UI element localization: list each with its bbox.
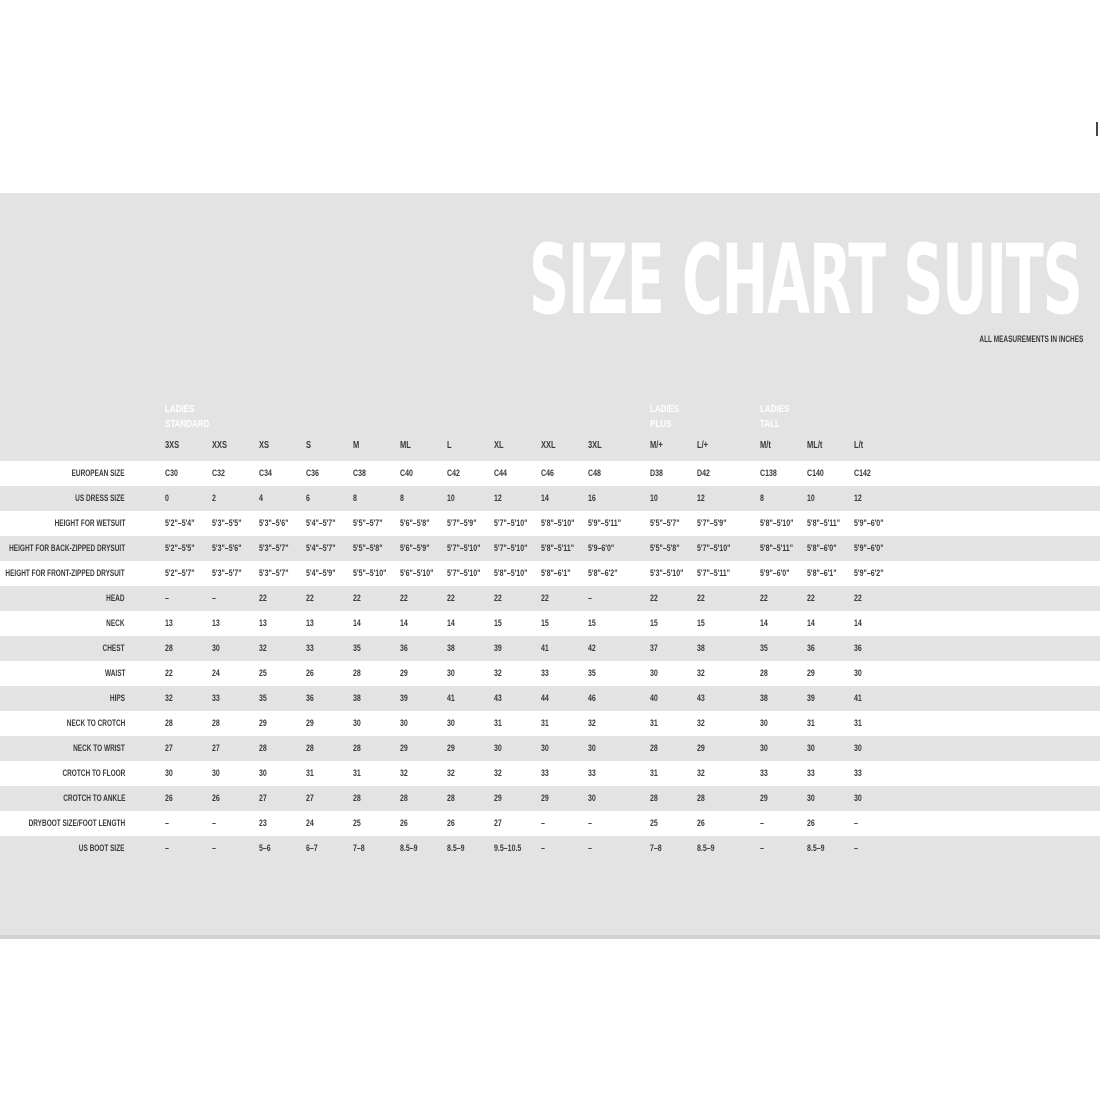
table-cell: 31 xyxy=(541,718,549,728)
table-cell: 22 xyxy=(259,593,267,603)
table-cell: 28 xyxy=(650,743,658,753)
table-cell: 5'5"–5'10" xyxy=(353,568,387,578)
table-cell: 13 xyxy=(259,618,267,628)
table-cell: 22 xyxy=(306,593,314,603)
table-cell: 30 xyxy=(854,793,862,803)
row-label: NECK xyxy=(106,618,125,628)
size-column-header: ML xyxy=(400,440,411,451)
table-cell: 39 xyxy=(400,693,408,703)
table-cell: 33 xyxy=(541,768,549,778)
table-cell: 32 xyxy=(165,693,173,703)
table-cell: 36 xyxy=(807,643,815,653)
table-cell: C30 xyxy=(165,468,178,478)
table-row xyxy=(0,486,1100,511)
table-cell: 14 xyxy=(353,618,361,628)
table-cell: 33 xyxy=(760,768,768,778)
table-cell: 22 xyxy=(697,593,705,603)
table-cell: 22 xyxy=(854,593,862,603)
table-cell: – xyxy=(854,843,858,853)
table-cell: – xyxy=(854,818,858,828)
table-cell: 22 xyxy=(165,668,173,678)
table-cell: 31 xyxy=(494,718,502,728)
table-cell: 13 xyxy=(212,618,220,628)
table-cell: 31 xyxy=(650,718,658,728)
table-cell: 5'4"–5'7" xyxy=(306,543,336,553)
table-cell: 5'8"–5'10" xyxy=(541,518,575,528)
table-cell: 42 xyxy=(588,643,596,653)
table-cell: 5'3"–5'5" xyxy=(212,518,242,528)
table-cell: 5'7"–5'10" xyxy=(494,543,528,553)
size-column-header: XXS xyxy=(212,440,228,451)
table-cell: 29 xyxy=(259,718,267,728)
table-cell: 10 xyxy=(807,493,815,503)
group-label-line: TALL xyxy=(760,419,780,430)
table-row xyxy=(0,661,1100,686)
table-cell: 5'8"–6'0" xyxy=(807,543,837,553)
table-cell: 31 xyxy=(650,768,658,778)
table-row xyxy=(0,536,1100,561)
table-cell: – xyxy=(212,593,216,603)
table-row xyxy=(0,636,1100,661)
table-cell: 24 xyxy=(306,818,314,828)
table-row xyxy=(0,561,1100,586)
table-cell: 33 xyxy=(212,693,220,703)
size-column-header: S xyxy=(306,440,312,451)
table-cell: 5'7"–5'9" xyxy=(447,518,477,528)
table-cell: 23 xyxy=(259,818,267,828)
table-cell: 22 xyxy=(541,593,549,603)
size-column-header: ML/t xyxy=(807,440,823,451)
table-cell: 30 xyxy=(854,743,862,753)
table-cell: 5'3"–5'6" xyxy=(259,518,289,528)
table-cell: 13 xyxy=(165,618,173,628)
table-cell: 32 xyxy=(494,768,502,778)
table-cell: 5'8"–5'11" xyxy=(807,518,841,528)
table-cell: 27 xyxy=(306,793,314,803)
table-cell: 38 xyxy=(760,693,768,703)
table-cell: C34 xyxy=(259,468,272,478)
table-cell: 5'3"–5'7" xyxy=(259,543,289,553)
table-cell: 27 xyxy=(494,818,502,828)
table-cell: 5'7"–5'10" xyxy=(494,518,528,528)
table-cell: 28 xyxy=(697,793,705,803)
table-cell: 30 xyxy=(447,718,455,728)
table-cell: 40 xyxy=(650,693,658,703)
table-cell: 32 xyxy=(697,718,705,728)
table-cell: 31 xyxy=(306,768,314,778)
table-cell: 26 xyxy=(165,793,173,803)
group-label-line: PLUS xyxy=(650,419,672,430)
table-cell: 5–6 xyxy=(259,843,271,853)
row-label: EUROPEAN SIZE xyxy=(72,468,125,478)
table-cell: 33 xyxy=(588,768,596,778)
table-cell: 28 xyxy=(212,718,220,728)
size-column-header: L/t xyxy=(854,440,864,451)
table-cell: – xyxy=(212,818,216,828)
table-cell: 5'6"–5'10" xyxy=(400,568,434,578)
table-cell: D42 xyxy=(697,468,710,478)
table-cell: 30 xyxy=(588,793,596,803)
row-label: DRYBOOT SIZE/FOOT LENGTH xyxy=(28,818,125,828)
table-cell: 28 xyxy=(650,793,658,803)
table-row xyxy=(0,811,1100,836)
table-cell: C44 xyxy=(494,468,507,478)
row-label: HEIGHT FOR BACK-ZIPPED DRYSUIT xyxy=(8,543,125,553)
table-cell: 35 xyxy=(353,643,361,653)
table-cell: – xyxy=(165,593,169,603)
table-cell: – xyxy=(541,843,545,853)
table-cell: 5'5"–5'7" xyxy=(353,518,383,528)
table-cell: 30 xyxy=(760,718,768,728)
table-cell: 38 xyxy=(447,643,455,653)
table-cell: 28 xyxy=(353,793,361,803)
table-cell: 14 xyxy=(807,618,815,628)
table-cell: – xyxy=(588,818,592,828)
table-cell: 35 xyxy=(760,643,768,653)
group-label-line: STANDARD xyxy=(165,419,210,430)
group-label-line: LADIES xyxy=(650,404,680,415)
table-cell: 32 xyxy=(400,768,408,778)
table-cell: 29 xyxy=(400,668,408,678)
table-cell: 22 xyxy=(494,593,502,603)
table-cell: 0 xyxy=(165,493,169,503)
table-cell: 43 xyxy=(697,693,705,703)
table-cell: 22 xyxy=(807,593,815,603)
table-cell: C42 xyxy=(447,468,460,478)
table-cell: 30 xyxy=(165,768,173,778)
table-cell: 26 xyxy=(400,818,408,828)
table-cell: 33 xyxy=(854,768,862,778)
row-label: CROTCH TO FLOOR xyxy=(62,768,125,778)
size-column-header: 3XS xyxy=(165,440,180,451)
table-cell: 8 xyxy=(760,493,764,503)
table-row xyxy=(0,611,1100,636)
table-cell: C142 xyxy=(854,468,871,478)
row-label: US DRESS SIZE xyxy=(75,493,125,503)
table-cell: 12 xyxy=(494,493,502,503)
table-cell: 5'9"–6'0" xyxy=(854,543,884,553)
table-cell: 29 xyxy=(306,718,314,728)
table-cell: 22 xyxy=(447,593,455,603)
table-cell: – xyxy=(588,843,592,853)
table-cell: 5'6"–5'8" xyxy=(400,518,430,528)
table-cell: 16 xyxy=(588,493,596,503)
table-cell: 12 xyxy=(854,493,862,503)
table-cell: 36 xyxy=(306,693,314,703)
table-cell: 5'7"–5'9" xyxy=(697,518,727,528)
table-cell: 5'8"–5'10" xyxy=(494,568,528,578)
table-cell: C46 xyxy=(541,468,554,478)
table-cell: 15 xyxy=(494,618,502,628)
table-cell: 5'3"–5'7" xyxy=(259,568,289,578)
table-cell: 30 xyxy=(760,743,768,753)
row-label: NECK TO WRIST xyxy=(73,743,125,753)
table-cell: 32 xyxy=(447,768,455,778)
table-cell: 30 xyxy=(807,793,815,803)
table-cell: 31 xyxy=(353,768,361,778)
table-cell: 9.5–10.5 xyxy=(494,843,522,853)
table-cell: 5'2"–5'4" xyxy=(165,518,195,528)
table-cell: 30 xyxy=(259,768,267,778)
table-row xyxy=(0,736,1100,761)
table-cell: 5'4"–5'7" xyxy=(306,518,336,528)
table-cell: 5'8"–6'1" xyxy=(541,568,571,578)
table-cell: 27 xyxy=(259,793,267,803)
size-column-header: L xyxy=(447,440,452,451)
table-cell: 22 xyxy=(650,593,658,603)
table-cell: 15 xyxy=(697,618,705,628)
table-cell: 27 xyxy=(165,743,173,753)
table-cell: – xyxy=(541,818,545,828)
table-cell: 6–7 xyxy=(306,843,318,853)
table-cell: D38 xyxy=(650,468,663,478)
table-cell: 36 xyxy=(400,643,408,653)
table-cell: 10 xyxy=(650,493,658,503)
table-cell: 5'8"–5'10" xyxy=(760,518,794,528)
group-label-ladies-standard xyxy=(165,402,209,432)
table-cell: 5'4"–5'9" xyxy=(306,568,336,578)
table-cell: 30 xyxy=(212,768,220,778)
row-label: CHEST xyxy=(103,643,125,653)
table-cell: 35 xyxy=(259,693,267,703)
table-row xyxy=(0,586,1100,611)
table-cell: 8.5–9 xyxy=(807,843,825,853)
size-column-header: L/+ xyxy=(697,440,709,451)
table-cell: 29 xyxy=(400,743,408,753)
table-cell: C138 xyxy=(760,468,777,478)
table-row xyxy=(0,711,1100,736)
table-cell: 8.5–9 xyxy=(400,843,418,853)
table-cell: 35 xyxy=(588,668,596,678)
table-cell: 5'9"–6'0" xyxy=(760,568,790,578)
row-label: HEIGHT FOR FRONT-ZIPPED DRYSUIT xyxy=(5,568,125,578)
table-cell: 32 xyxy=(697,768,705,778)
table-cell: 38 xyxy=(697,643,705,653)
size-column-header: M xyxy=(353,440,360,451)
table-cell: 41 xyxy=(854,693,862,703)
table-cell: 28 xyxy=(353,668,361,678)
table-cell: 5'9"–5'11" xyxy=(588,518,622,528)
table-cell: 4 xyxy=(259,493,263,503)
table-cell: 29 xyxy=(541,793,549,803)
table-cell: 30 xyxy=(854,668,862,678)
table-cell: 15 xyxy=(588,618,596,628)
table-cell: 28 xyxy=(400,793,408,803)
table-cell: C48 xyxy=(588,468,601,478)
table-row xyxy=(0,686,1100,711)
table-cell: 28 xyxy=(165,718,173,728)
table-cell: 28 xyxy=(259,743,267,753)
table-row xyxy=(0,836,1100,861)
table-cell: 39 xyxy=(494,643,502,653)
table-cell: 5'8"–6'1" xyxy=(807,568,837,578)
row-label: HEIGHT FOR WETSUIT xyxy=(54,518,125,528)
table-cell: – xyxy=(760,818,764,828)
table-cell: 25 xyxy=(353,818,361,828)
table-cell: C32 xyxy=(212,468,225,478)
table-cell: – xyxy=(760,843,764,853)
table-cell: 5'2"–5'7" xyxy=(165,568,195,578)
row-label: HIPS xyxy=(109,693,125,703)
table-cell: 8 xyxy=(353,493,357,503)
measurement-note: ALL MEASUREMENTS IN INCHES xyxy=(979,334,1083,344)
table-cell: 14 xyxy=(447,618,455,628)
row-label: CROTCH TO ANKLE xyxy=(62,793,125,803)
table-row xyxy=(0,761,1100,786)
page-title: SIZE CHART SUITS xyxy=(529,224,1082,336)
table-cell: 29 xyxy=(494,793,502,803)
table-cell: 46 xyxy=(588,693,596,703)
table-cell: 30 xyxy=(212,643,220,653)
table-cell: 30 xyxy=(541,743,549,753)
table-cell: 5'7"–5'11" xyxy=(697,568,731,578)
table-row xyxy=(0,461,1100,486)
table-cell: 6 xyxy=(306,493,310,503)
table-cell: 30 xyxy=(400,718,408,728)
table-cell: 24 xyxy=(212,668,220,678)
table-cell: 36 xyxy=(854,643,862,653)
table-cell: 8.5–9 xyxy=(447,843,465,853)
table-cell: 29 xyxy=(697,743,705,753)
table-cell: 5'5"–5'7" xyxy=(650,518,680,528)
table-cell: 12 xyxy=(697,493,705,503)
table-cell: 32 xyxy=(697,668,705,678)
table-cell: 39 xyxy=(807,693,815,703)
table-cell: 25 xyxy=(259,668,267,678)
table-cell: 28 xyxy=(447,793,455,803)
table-cell: 26 xyxy=(447,818,455,828)
row-label: HEAD xyxy=(106,593,125,603)
table-cell: 7–8 xyxy=(353,843,365,853)
size-column-header: M/t xyxy=(760,440,771,451)
table-cell: 43 xyxy=(494,693,502,703)
table-cell: 26 xyxy=(697,818,705,828)
table-cell: 29 xyxy=(760,793,768,803)
table-cell: 31 xyxy=(807,718,815,728)
table-cell: 5'9"–6'0" xyxy=(854,518,884,528)
group-label-line: LADIES xyxy=(760,404,790,415)
table-cell: 30 xyxy=(588,743,596,753)
table-cell: 5'3"–5'7" xyxy=(212,568,242,578)
corner-mark xyxy=(1096,122,1098,136)
table-cell: 28 xyxy=(165,643,173,653)
table-cell: 32 xyxy=(259,643,267,653)
table-cell: 15 xyxy=(541,618,549,628)
table-cell: 22 xyxy=(353,593,361,603)
table-cell: 14 xyxy=(400,618,408,628)
table-cell: 5'9"–6'2" xyxy=(854,568,884,578)
table-cell: 26 xyxy=(807,818,815,828)
table-cell: 30 xyxy=(650,668,658,678)
table-cell: 15 xyxy=(650,618,658,628)
table-cell: 5'5"–5'8" xyxy=(353,543,383,553)
table-cell: – xyxy=(588,593,592,603)
table-cell: 2 xyxy=(212,493,216,503)
table-cell: 30 xyxy=(807,743,815,753)
table-cell: 37 xyxy=(650,643,658,653)
table-row xyxy=(0,786,1100,811)
table-cell: – xyxy=(165,818,169,828)
table-cell: 8.5–9 xyxy=(697,843,715,853)
table-cell: 5'8"–5'11" xyxy=(760,543,794,553)
table-cell: 32 xyxy=(588,718,596,728)
table-cell: C38 xyxy=(353,468,366,478)
table-cell: 41 xyxy=(541,643,549,653)
table-cell: 14 xyxy=(854,618,862,628)
table-cell: C36 xyxy=(306,468,319,478)
table-cell: 14 xyxy=(760,618,768,628)
table-cell: 10 xyxy=(447,493,455,503)
row-label: NECK TO CROTCH xyxy=(66,718,125,728)
size-column-header: 3XL xyxy=(588,440,602,451)
table-cell: 5'7"–5'10" xyxy=(447,568,481,578)
size-column-header: XL xyxy=(494,440,504,451)
table-cell: – xyxy=(165,843,169,853)
table-cell: 7–8 xyxy=(650,843,662,853)
table-cell: 8 xyxy=(400,493,404,503)
table-cell: 44 xyxy=(541,693,549,703)
size-column-header: XS xyxy=(259,440,270,451)
table-row xyxy=(0,511,1100,536)
table-cell: 5'8"–5'11" xyxy=(541,543,575,553)
group-label-line: LADIES xyxy=(165,404,195,415)
table-cell: 27 xyxy=(212,743,220,753)
table-cell: 33 xyxy=(541,668,549,678)
table-cell: 28 xyxy=(760,668,768,678)
table-cell: 5'7"–5'10" xyxy=(447,543,481,553)
table-cell: 5'8"–6'2" xyxy=(588,568,618,578)
table-cell: 30 xyxy=(353,718,361,728)
table-cell: 26 xyxy=(306,668,314,678)
table-cell: 13 xyxy=(306,618,314,628)
table-cell: 28 xyxy=(306,743,314,753)
table-cell: C40 xyxy=(400,468,413,478)
table-cell: 5'5"–5'8" xyxy=(650,543,680,553)
table-cell: 14 xyxy=(541,493,549,503)
table-cell: 31 xyxy=(854,718,862,728)
group-label-ladies-plus xyxy=(650,402,679,432)
table-cell: 32 xyxy=(494,668,502,678)
table-cell: 5'6"–5'9" xyxy=(400,543,430,553)
table-cell: 28 xyxy=(353,743,361,753)
table-cell: 41 xyxy=(447,693,455,703)
table-cell: 5'7"–5'10" xyxy=(697,543,731,553)
table-cell: 29 xyxy=(447,743,455,753)
group-label-ladies-tall xyxy=(760,402,789,432)
table-cell: 26 xyxy=(212,793,220,803)
table-cell: – xyxy=(212,843,216,853)
table-cell: 30 xyxy=(494,743,502,753)
row-label: US BOOT SIZE xyxy=(79,843,125,853)
row-label: WAIST xyxy=(104,668,125,678)
size-column-header: M/+ xyxy=(650,440,663,451)
table-cell: 33 xyxy=(306,643,314,653)
table-cell: 5'2"–5'5" xyxy=(165,543,195,553)
table-cell: 25 xyxy=(650,818,658,828)
table-cell: 22 xyxy=(760,593,768,603)
table-cell: 22 xyxy=(400,593,408,603)
table-cell: 38 xyxy=(353,693,361,703)
size-column-header: XXL xyxy=(541,440,556,451)
table-cell: 30 xyxy=(447,668,455,678)
table-cell: 5'9–6'0" xyxy=(588,543,615,553)
table-cell: 5'3"–5'6" xyxy=(212,543,242,553)
table-cell: 33 xyxy=(807,768,815,778)
table-cell: 5'3"–5'10" xyxy=(650,568,684,578)
table-cell: 29 xyxy=(807,668,815,678)
table-cell: C140 xyxy=(807,468,824,478)
